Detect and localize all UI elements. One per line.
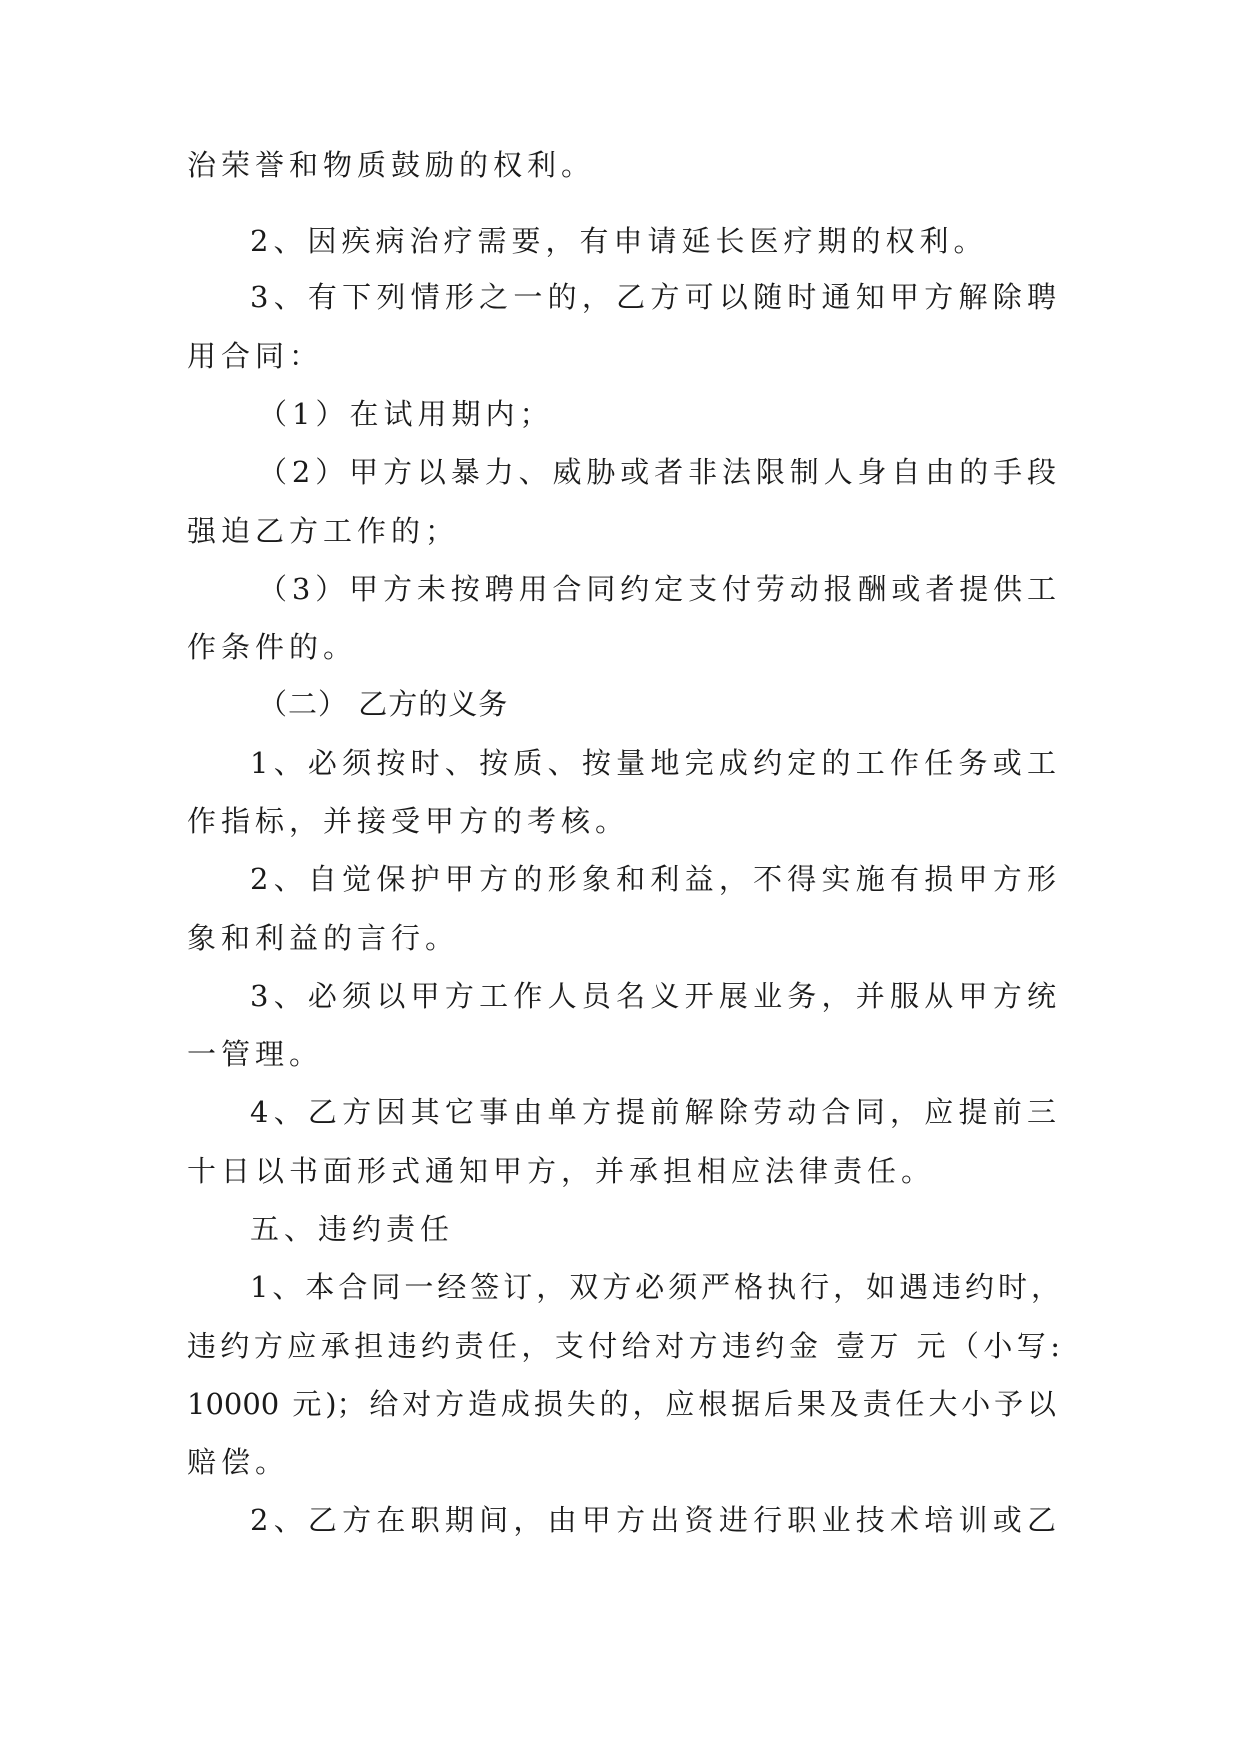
text-line: 10000 元)；给对方造成损失的，应根据后果及责任大小予以: [187, 1387, 1056, 1421]
text-line: 2、因疾病治疗需要，有申请延长医疗期的权利。: [250, 224, 988, 258]
text-line: 3、有下列情形之一的，乙方可以随时通知甲方解除聘: [250, 280, 1056, 314]
text-line: 违约方应承担违约责任，支付给对方违约金 壹万 元（小写:: [187, 1329, 1060, 1363]
section-heading: （二） 乙方的义务: [258, 687, 509, 721]
text-line: 3、必须以甲方工作人员名义开展业务，并服从甲方统: [250, 979, 1056, 1013]
text-line: 4、乙方因其它事由单方提前解除劳动合同，应提前三: [250, 1095, 1056, 1129]
text-line: 强迫乙方工作的；: [187, 514, 460, 548]
text-line: 赔偿。: [187, 1445, 290, 1479]
text-line: （1）在试用期内；: [258, 397, 554, 431]
section-heading: 五、违约责任: [250, 1212, 455, 1246]
text-line: 2、乙方在职期间，由甲方出资进行职业技术培训或乙: [250, 1503, 1056, 1537]
text-line: 作指标，并接受甲方的考核。: [187, 804, 630, 838]
text-line: 1、本合同一经签订，双方必须严格执行，如遇违约时，: [250, 1270, 1060, 1304]
text-line: 十日以书面形式通知甲方，并承担相应法律责任。: [187, 1154, 936, 1188]
text-line: 治荣誉和物质鼓励的权利。: [187, 148, 596, 182]
text-line: （2）甲方以暴力、威胁或者非法限制人身自由的手段: [258, 455, 1056, 489]
text-line: 用合同：: [187, 339, 324, 373]
text-line: 2、自觉保护甲方的形象和利益，不得实施有损甲方形: [250, 862, 1056, 896]
text-line: 象和利益的言行。: [187, 921, 460, 955]
text-line: 1、必须按时、按质、按量地完成约定的工作任务或工: [250, 746, 1056, 780]
text-line: 作条件的。: [187, 630, 358, 664]
text-line: （3）甲方未按聘用合同约定支付劳动报酬或者提供工: [258, 572, 1056, 606]
text-line: 一管理。: [187, 1037, 324, 1071]
